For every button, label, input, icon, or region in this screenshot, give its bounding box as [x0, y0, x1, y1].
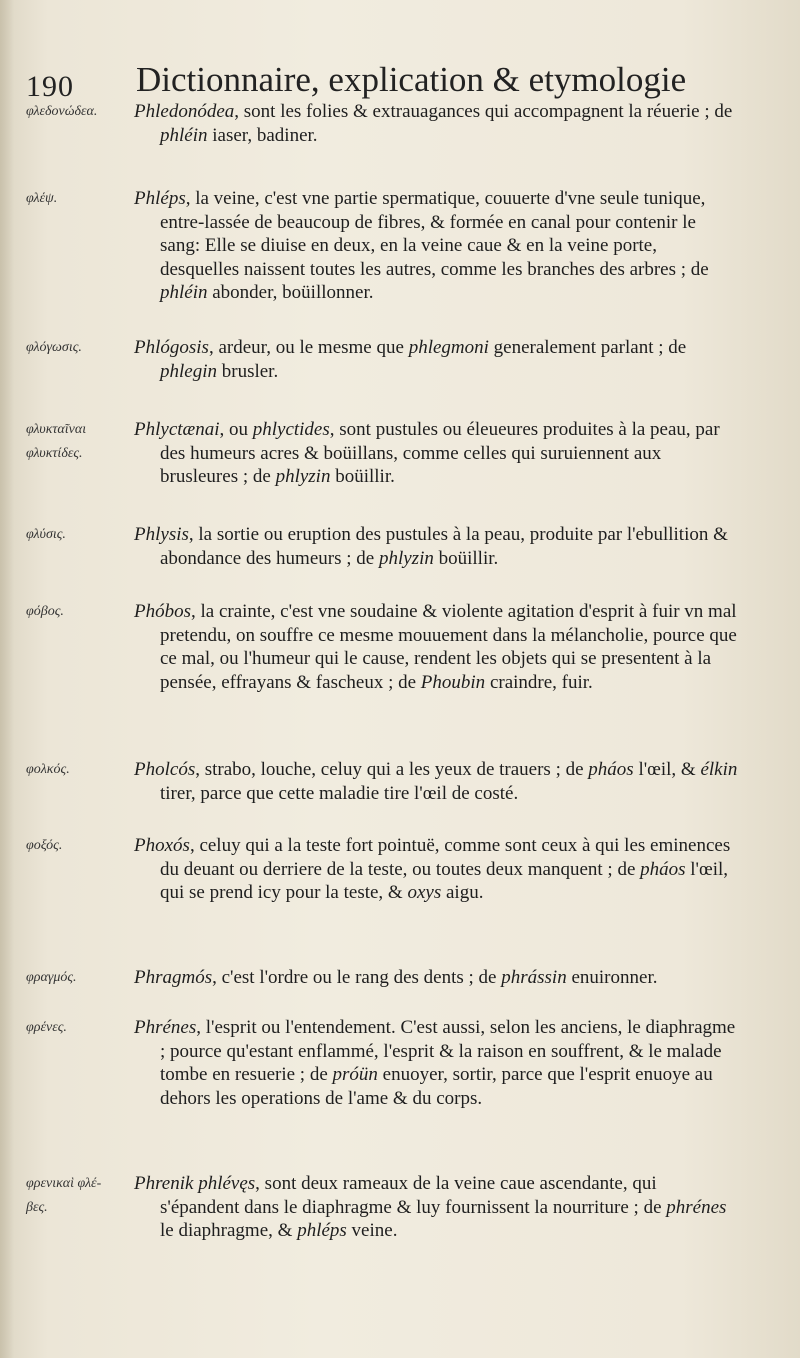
- entry-text: Phoxós, celuy qui a la teste fort pointuë, comme sont ceux à qui les eminences du deuant ou derriere de la teste, ou toutes deux manquent ; de pháos l'œil, qui se prend icy pour la teste, & oxys aigu.: [134, 835, 731, 903]
- greek-term: φλύσις.: [26, 527, 66, 542]
- etymon: oxys: [407, 882, 442, 903]
- etymon: phléps: [297, 1220, 347, 1241]
- headword: Pholcós: [134, 759, 196, 780]
- greek-term: φρενικαὶ φλέ- βες.: [26, 1176, 102, 1215]
- headword: Phrénes: [134, 1017, 197, 1038]
- etymon: phlegin: [160, 360, 217, 382]
- greek-term: φόβος.: [26, 604, 64, 619]
- greek-term: φραγμός.: [26, 970, 77, 985]
- headword: Phlysis: [134, 524, 189, 545]
- entry-text: Phlógosis, ardeur, ou le mesme que phlegmoni generalement parlant ; de phlegin brusler.: [134, 337, 687, 382]
- etymon: phlyctides: [252, 419, 330, 440]
- headword: Phlógosis: [134, 337, 209, 358]
- entry-text: Phrenik phlévęs, sont deux rameaux de la veine caue ascendante, qui s'épandent dans le diaphragme & luy fournissent la nourriture ; de phrénes le diaphragme, & phléps veine.: [134, 1173, 727, 1241]
- entry-text: Phlysis, la sortie ou eruption des pustules à la peau, produite par l'ebullition & abondance des humeurs ; de phlyzin boüillir.: [134, 524, 728, 569]
- etymon: phlyzin: [275, 466, 331, 487]
- etymon: phléin: [160, 124, 208, 146]
- entry-text: Phragmós, c'est l'ordre ou le rang des dents ; de phrássin enuironner.: [134, 967, 658, 988]
- headword: Phléps: [134, 188, 186, 209]
- greek-term: φλέψ.: [26, 191, 58, 206]
- etymon: pháos: [588, 759, 634, 780]
- headword: Phlyctænai: [134, 419, 220, 440]
- headword: Phragmós: [134, 967, 213, 988]
- etymon: phlyzin: [378, 547, 434, 569]
- page-number: 190: [26, 70, 74, 103]
- headword: Phrenik phlévęs: [134, 1173, 256, 1194]
- headword: Phóbos: [134, 601, 191, 622]
- entry-text: Phlyctænai, ou phlyctides, sont pustules ou éleueures produites à la peau, par des humeurs acres & boüillans, comme celles qui suruiennent aux brusleures ; de phlyzin boüillir.: [134, 419, 720, 487]
- headword: Phoxós: [134, 835, 190, 856]
- etymon: próün: [332, 1064, 378, 1085]
- running-title: Dictionnaire, explication & etymologie: [136, 60, 687, 99]
- greek-term: φλυκταῖναι φλυκτίδες.: [26, 422, 87, 461]
- entry-text: Phrénes, l'esprit ou l'entendement. C'est aussi, selon les anciens, le diaphragme ; pource qu'estant enflammé, l'esprit & la raison en souffrent, & le malade tombe en resuerie ; de próün enuoyer, sortir, parce que l'esprit enuoye au dehors les operations de l'ame & du corps.: [134, 1017, 736, 1109]
- etymon: élkin: [700, 759, 738, 780]
- entry-text: Phóbos, la crainte, c'est vne soudaine & violente agitation d'esprit à fuir vn mal pretendu, on souffre ce mesme mouuement dans la mélancholie, pource que ce mal, ou l'humeur qui le cause, rendent les objets qui se presentent à la pensée, effrayans & fascheux ; de Phoubin craindre, fuir.: [134, 601, 737, 693]
- greek-term: φοξός.: [26, 838, 63, 853]
- greek-term: φολκός.: [26, 762, 70, 777]
- greek-term: φλεδονώδεα.: [26, 104, 98, 119]
- etymon: pháos: [640, 858, 686, 880]
- greek-term: φλόγωσις.: [26, 340, 82, 355]
- entry-text: Phledonódea, sont les folies & extrauagances qui accompagnent la réuerie ; de phléin iaser, badiner.: [134, 101, 733, 146]
- etymon: phléin: [160, 282, 208, 303]
- etymon: Phoubin: [420, 671, 486, 693]
- entry-text: Phléps, la veine, c'est vne partie spermatique, couuerte d'vne seule tunique, entre-lassée de beaucoup de fibres, & formée en canal pour contenir le sang: Elle se diuise en deux, en la veine caue & en la veine porte, desquelles naissent toutes les autres, comme les branches des arbres ; de phléin abonder, boüillonner.: [134, 188, 709, 303]
- etymon: phlegmoni: [408, 337, 489, 358]
- headword: Phledonódea: [134, 101, 235, 122]
- greek-term: φρένες.: [26, 1020, 67, 1035]
- etymon: phrénes: [666, 1196, 727, 1218]
- entry-text: Pholcós, strabo, louche, celuy qui a les yeux de trauers ; de pháos l'œil, & élkin tirer, parce que cette maladie tire l'œil de costé.: [134, 759, 738, 804]
- etymon: phrássin: [501, 967, 567, 988]
